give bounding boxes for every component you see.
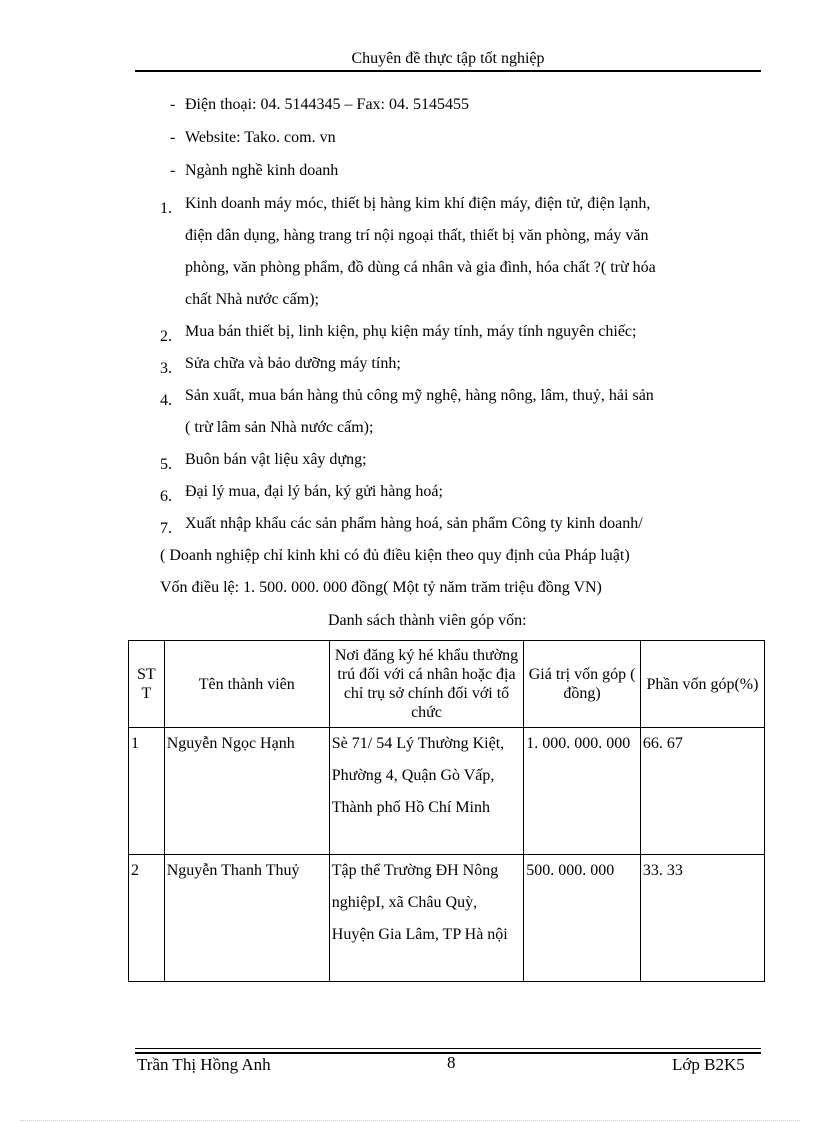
header-member-name: Tên thành viên [164,641,329,728]
item-7-line-1: Xuất nhập khẩu các sản phẩm hàng hoá, sản phẩm Công ty kinh doanh/ [185,515,643,532]
item-4-line-1: Sản xuất, mua bán hàng thủ công mỹ nghệ, hàng nông, lâm, thuỷ, hải sản [185,387,654,404]
website-text: Website: Tako. com. vn [185,129,336,146]
members-table [128,640,765,982]
item-6-line-1: Đại lý mua, đại lý bán, ký gửi hàng hoá; [185,483,443,500]
item-number: 2. [160,328,172,345]
header-capital-value: Giá trị vốn góp ( đồng) [524,641,641,728]
cell-capital-value: 500. 000. 000 [524,855,641,982]
header-stt: ST T [129,641,165,728]
legal-note: ( Doanh nghiệp chỉ kinh khi có đủ điều kiện theo quy định của Pháp luật) [160,547,630,564]
cell-capital-value: 1. 000. 000. 000 [524,728,641,855]
table-header-row [129,641,765,728]
item-number: 1. [160,200,172,217]
cell-member-name: Nguyễn Ngọc Hạnh [164,728,329,855]
dash-bullet: - [170,129,176,146]
table-row [129,855,765,982]
cell-address: Tập thể Trường ĐH Nông nghiệpI, xã Châu Quỳ, Huyện Gia Lâm, TP Hà nội [329,855,523,982]
item-5-line-1: Buôn bán vật liệu xây dựng; [185,451,367,468]
item-number: 4. [160,392,172,409]
charter-capital: Vốn điều lệ: 1. 500. 000. 000 đồng( Một tỷ năm trăm triệu đồng VN) [160,579,602,596]
business-heading-line [170,162,338,180]
page-header-title: Chuyên đề thực tập tốt nghiệp [351,50,545,67]
item-number: 6. [160,488,172,505]
page-edge-divider [20,1120,800,1121]
cell-capital-share: 33. 33 [640,855,764,982]
footer-class: Lớp B2K5 [672,1055,745,1074]
website-line [170,129,336,147]
cell-stt: 1 [129,728,165,855]
cell-stt: 2 [129,855,165,982]
header-rule [135,70,761,72]
item-3-line-1: Sửa chữa và bảo dưỡng máy tính; [185,355,401,372]
dash-bullet: - [170,96,176,113]
table-row [129,728,765,855]
dash-bullet: - [170,162,176,179]
phone-fax-line [170,96,469,114]
header-address: Nơi đăng ký hé khẩu thường trú đối với cá nhân hoặc địa chỉ trụ sở chính đối với tổ chức [329,641,523,728]
item-1-line-2: điện dân dụng, hàng trang trí nội ngoại thất, thiết bị văn phòng, máy văn [185,227,649,244]
footer-author: Trần Thị Hồng Anh [137,1055,271,1074]
footer-page-number: 8 [447,1053,456,1072]
item-4-line-2: ( trừ lâm sản Nhà nước cấm); [185,419,374,436]
item-number: 7. [160,520,172,537]
footer-rule [135,1048,761,1049]
item-1-line-3: phòng, văn phòng phẩm, đồ dùng cá nhân và gia đình, hóa chất ?( trừ hóa [185,259,656,276]
cell-capital-share: 66. 67 [640,728,764,855]
item-number: 5. [160,456,172,473]
cell-address: Sè 71/ 54 Lý Thường Kiệt, Phường 4, Quận Gò Vấp, Thành phố Hồ Chí Minh [329,728,523,855]
header-capital-share: Phần vốn góp(%) [640,641,764,728]
cell-member-name: Nguyễn Thanh Thuỷ [164,855,329,982]
phone-fax-text: Điện thoại: 04. 5144345 – Fax: 04. 5145455 [185,96,469,113]
item-2-line-1: Mua bán thiết bị, linh kiện, phụ kiện máy tính, máy tính nguyên chiếc; [185,323,637,340]
item-number: 3. [160,360,172,377]
item-1-line-1: Kinh doanh máy móc, thiết bị hàng kim khí điện máy, điện tử, điện lạnh, [185,195,651,212]
table-title: Danh sách thành viên góp vốn: [328,612,527,629]
item-1-line-4: chất Nhà nước cấm); [185,291,319,308]
business-heading-text: Ngành nghề kinh doanh [185,162,339,179]
